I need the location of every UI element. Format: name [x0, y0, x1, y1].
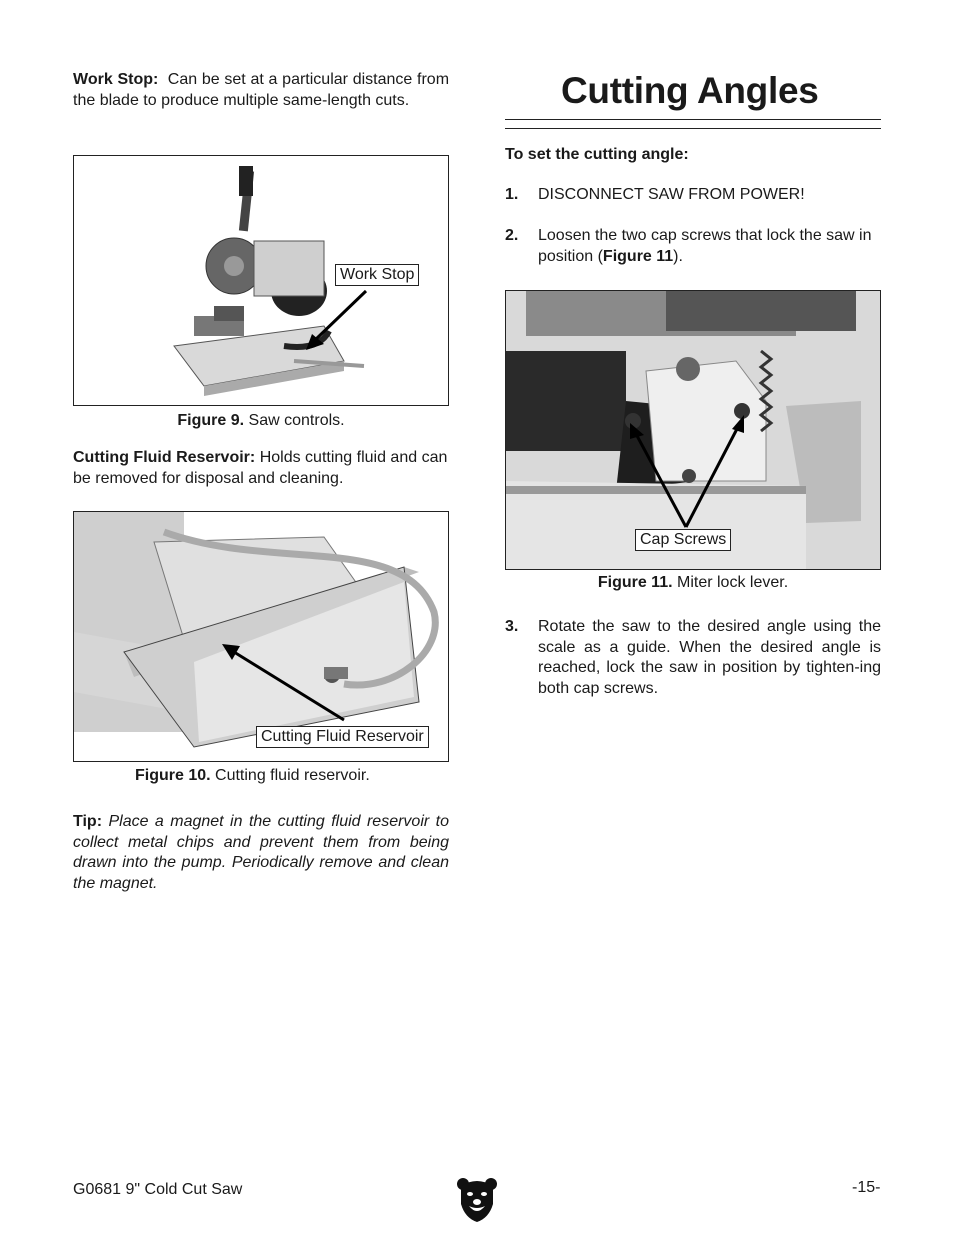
figure-10-caption: Figure 10. Cutting fluid reservoir. — [135, 767, 370, 784]
reservoir-description: Holds cutting fluid and can be removed for disposal and cleaning. — [73, 449, 448, 487]
page-number: -15- — [852, 1179, 881, 1196]
tip-paragraph — [73, 812, 449, 894]
section-heading: Cutting Angles — [561, 70, 819, 111]
step-2: 2. Loosen the two cap screws that lock the saw in position (Figure 11). — [505, 227, 872, 265]
tip-label: Tip: — [73, 813, 103, 830]
footer-model: G0681 9" Cold Cut Saw — [73, 1181, 243, 1198]
reservoir-term: Cutting Fluid Reservoir: — [73, 449, 256, 466]
reservoir-paragraph — [73, 448, 449, 489]
reservoir-illustration — [74, 512, 448, 761]
figure-11-caption: Figure 11. Miter lock lever. — [597, 574, 789, 591]
tip-text: Place a magnet in the cutting fluid reservoir to collect metal chips and prevent them from being drawn into the pump. Periodically remove and clean the magnet. — [73, 813, 449, 892]
heading-rule-top — [505, 119, 881, 120]
figure-11-miter-lock-lever — [505, 290, 881, 570]
step-3: 3. Rotate the saw to the desired angle using the scale as a guide. When the desired angle is reached, lock the saw in position by tighten-ing both cap screws. — [505, 618, 881, 697]
procedure-subhead: To set the cutting angle: — [505, 146, 689, 163]
heading-rule-bottom — [505, 128, 881, 129]
grizzly-bear-head-icon — [457, 1176, 497, 1227]
cutting-fluid-reservoir-callout: Cutting Fluid Reservoir — [256, 726, 429, 748]
miter-lock-illustration — [506, 291, 880, 569]
step-1: 1. DISCONNECT SAW FROM POWER! — [505, 186, 805, 203]
work-stop-paragraph — [73, 70, 449, 111]
work-stop-term: Work Stop: — [73, 71, 159, 88]
cap-screws-callout: Cap Screws — [635, 529, 731, 551]
work-stop-description: Can be set at a particular distance from the blade to produce multiple same-length cuts. — [73, 71, 450, 109]
figure-9-caption: Figure 9. Saw controls. — [177, 412, 345, 429]
figure-10-cutting-fluid-reservoir — [73, 511, 449, 762]
figure-9-saw-controls — [73, 155, 449, 406]
work-stop-callout: Work Stop — [335, 264, 419, 286]
